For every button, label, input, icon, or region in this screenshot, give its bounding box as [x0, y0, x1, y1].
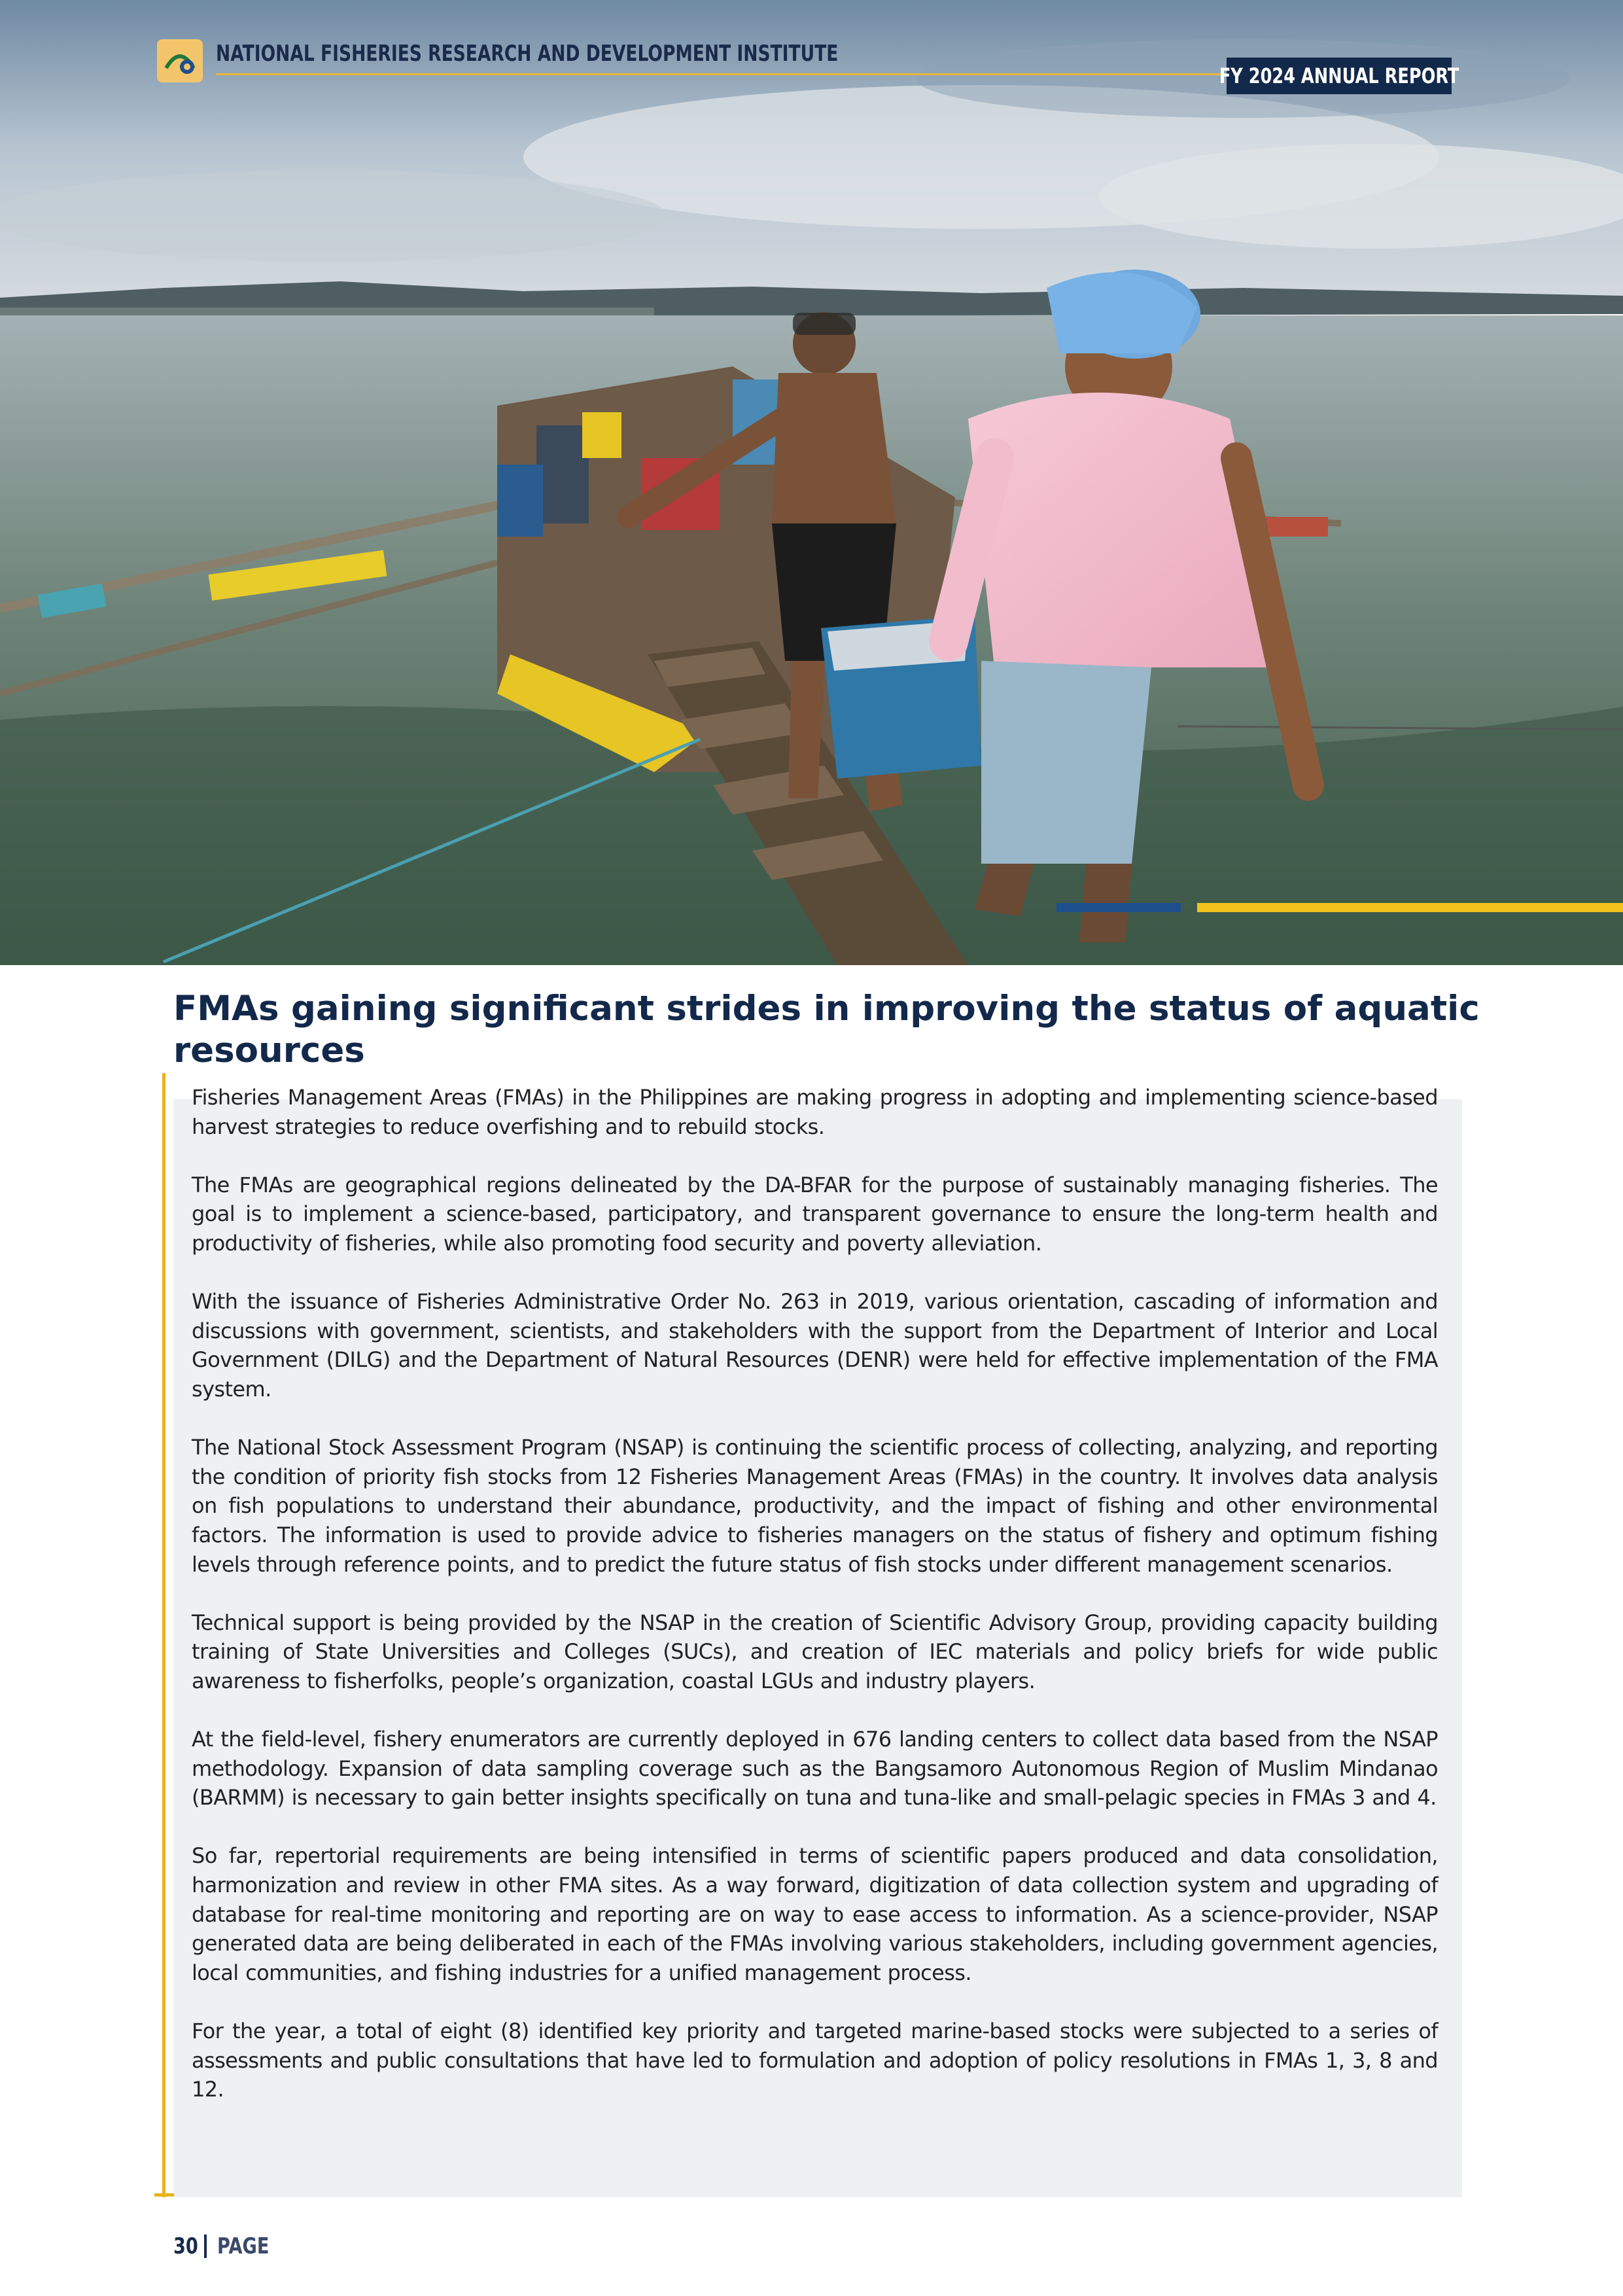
- paragraph: The National Stock Assessment Program (NSAP) is continuing the scientific process of collecting, analyzing, and reporting the condition of priority fish stocks from 12 Fisheries Management Areas (FMAs) in the country. It involves data analysis on fish populations to understand their abundance, productivity, and the impact of fishing and other environmental factors. The information is used to provide advice to fisheries managers on the status of fishery and optimum fishing levels through reference points, and to predict the future status of fish stocks under different management scenarios.: [192, 1435, 1438, 1577]
- page-footer: [173, 2231, 283, 2261]
- gold-side-rule: [162, 1073, 166, 2197]
- report-badge: [1219, 58, 1459, 94]
- paragraph: So far, repertorial requirements are being intensified in terms of scientific papers produced and data consolidation, harmonization and review in other FMA sites. As a way forward, digitization of data collection system and upgrading of database for real-time monitoring and reporting are on way to ease access to information. As a science-provider, NSAP generated data are being deliberated in each of the FMAs involving various stakeholders, including government agencies, local communities, and fishing industries for a unified management process.: [192, 1843, 1438, 1985]
- paragraph: Technical support is being provided by the NSAP in the creation of Scientific Advisory Group, providing capacity building training of State Universities and Colleges (SUCs), and creation of IEC materials and policy briefs for wide public awareness to fisherfolks, people’s organization, coastal LGUs and industry players.: [192, 1610, 1438, 1693]
- article-headline: FMAs gaining significant strides in improving the status of aquatic resources: [173, 989, 1480, 1070]
- report-label: FY 2024 ANNUAL REPORT: [1219, 63, 1459, 88]
- paragraph: For the year, a total of eight (8) identified key priority and targeted marine-based stocks were subjected to a series of assessments and public consultations that have led to formulation and adoption of policy resolutions in FMAs 1, 3, 8 and 12.: [192, 2019, 1438, 2102]
- paragraph: With the issuance of Fisheries Administrative Order No. 263 in 2019, various orientation, cascading of information and discussions with government, scientists, and stakeholders with the support from the Department of Interior and Local Government (DILG) and the Department of Natural Resources (DENR) were held for effective implementation of the FMA system.: [192, 1289, 1438, 1402]
- page-word: PAGE: [217, 2233, 270, 2259]
- institute-name: NATIONAL FISHERIES RESEARCH AND DEVELOPMENT INSTITUTE: [216, 41, 839, 67]
- fishermen-unloading-catch-illustration: [0, 0, 1623, 965]
- photo-accent-bar-blue: [1056, 903, 1181, 912]
- cover-photo: [0, 0, 1623, 965]
- paragraph: The FMAs are geographical regions delineated by the DA-BFAR for the purpose of sustainably managing fisheries. The goal is to implement a science-based, participatory, and transparent governance to ensure the long-term health and productivity of fisheries, while also promoting food security and poverty alleviation.: [192, 1172, 1438, 1256]
- paragraph: At the field-level, fishery enumerators are currently deployed in 676 landing centers to collect data based from the NSAP methodology. Expansion of data sampling coverage such as the Bangsamoro Autonomous Region of Muslim Mindanao (BARMM) is necessary to gain better insights specifically on tuna and tuna-like and small-pelagic species in FMAs 3 and 4.: [192, 1727, 1438, 1810]
- photo-accent-bar-gold: [1197, 903, 1623, 912]
- page-number: 30: [173, 2233, 198, 2259]
- paragraph: Fisheries Management Areas (FMAs) in the Philippines are making progress in adopting and implementing science-based harvest strategies to reduce overfishing and to rebuild stocks.: [192, 1085, 1438, 1139]
- article-body: [192, 1083, 1438, 2133]
- nfrdi-logo-icon: [157, 39, 203, 82]
- gold-rule-foot: [154, 2193, 174, 2197]
- header-rule: [216, 73, 1230, 75]
- footer-separator: [204, 2234, 207, 2258]
